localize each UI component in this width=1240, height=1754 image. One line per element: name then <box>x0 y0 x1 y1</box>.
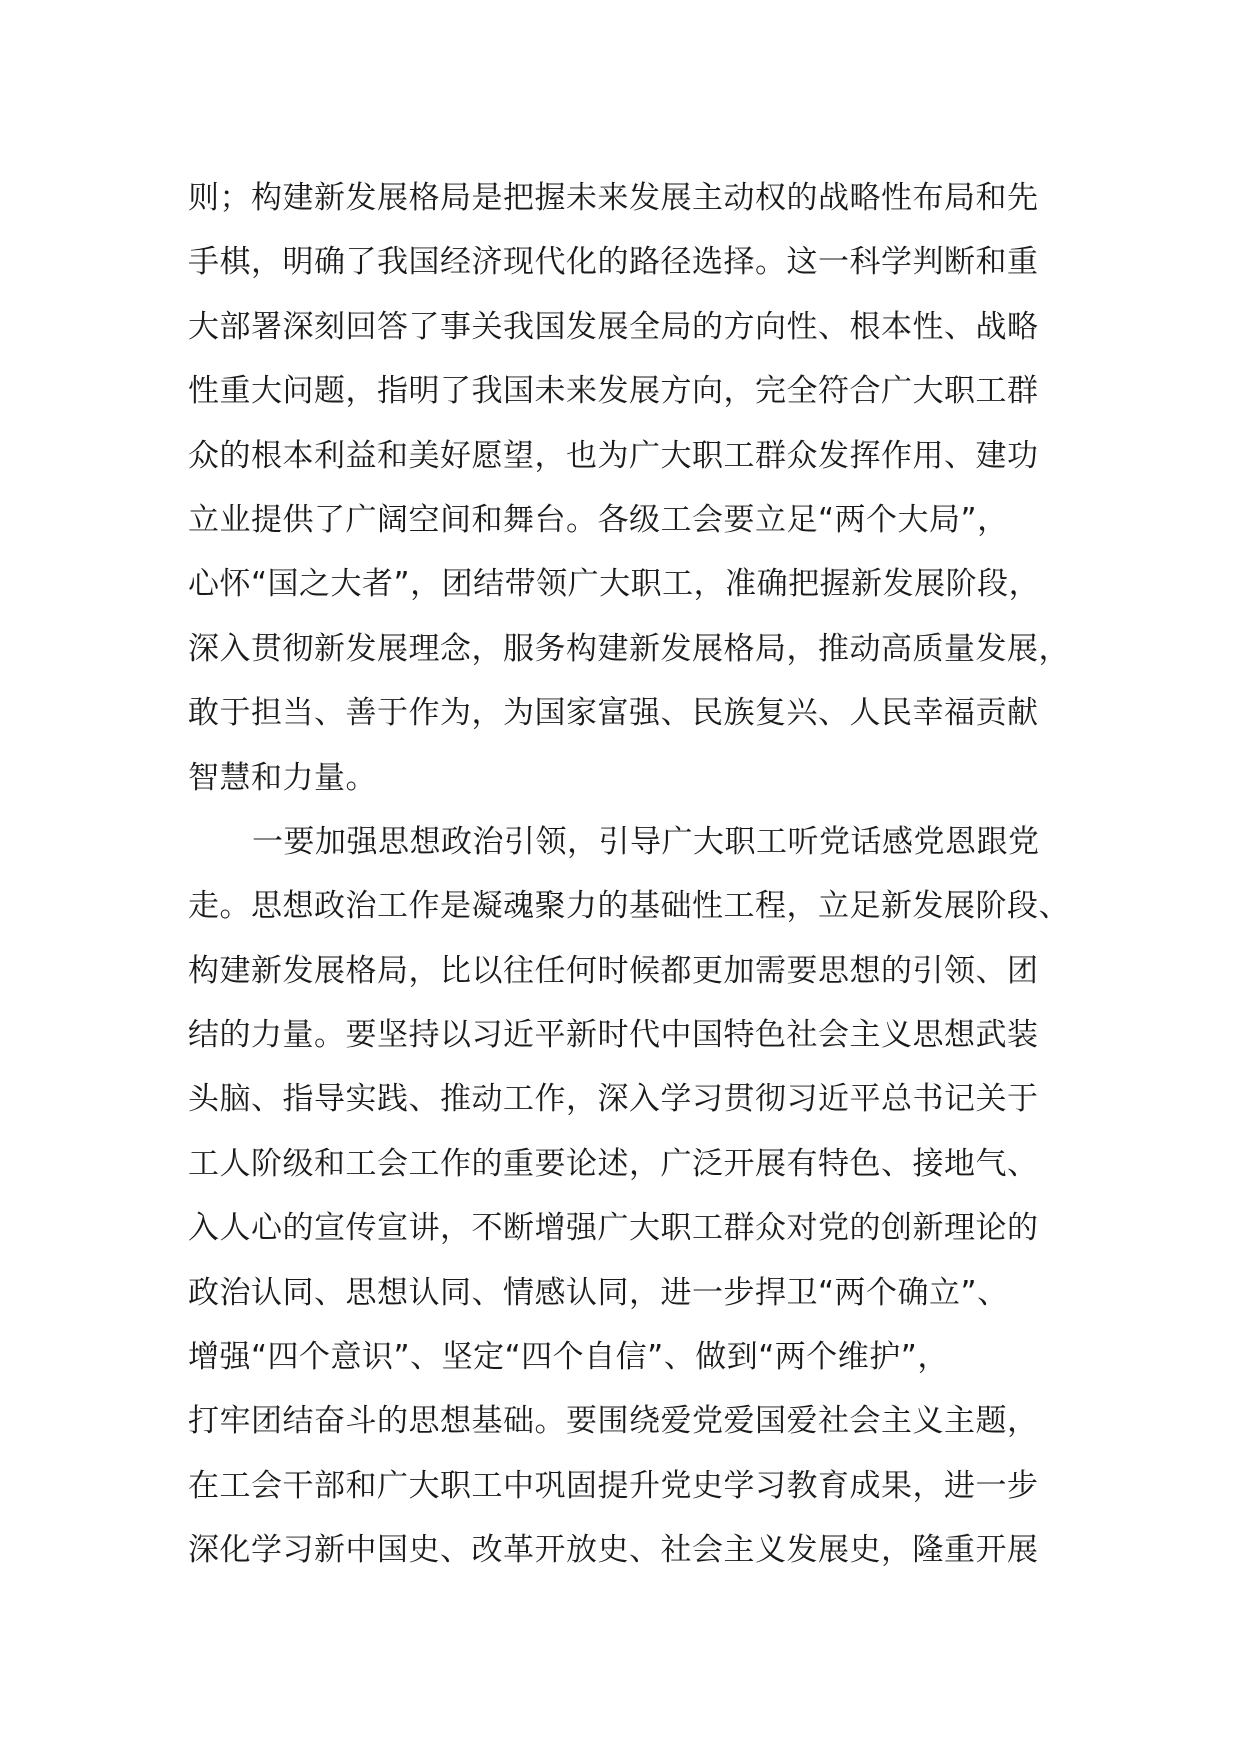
text-line: 手棋，明确了我国经济现代化的路径选择。这一科学判断和重 <box>188 244 1039 281</box>
text-line: 打牢团结奋斗的思想基础。要围绕爱党爱国爱社会主义主题， <box>188 1403 1039 1440</box>
text-line: 敢于担当、善于作为，为国家富强、民族复兴、人民幸福贡献 <box>188 695 1039 732</box>
paragraph-2 <box>188 810 1088 1583</box>
text-line: 深入贯彻新发展理念，服务构建新发展格局，推动高质量发展， <box>188 630 1070 667</box>
text-line: 走。思想政治工作是凝魂聚力的基础性工程，立足新发展阶段、 <box>188 888 1070 925</box>
text-line: 入人心的宣传宣讲，不断增强广大职工群众对党的创新理论的 <box>188 1210 1039 1247</box>
text-line: 头脑、指导实践、推动工作，深入学习贯彻习近平总书记关于 <box>188 1081 1039 1118</box>
text-line: 众的根本利益和美好愿望，也为广大职工群众发挥作用、建功 <box>188 437 1039 474</box>
text-line: 构建新发展格局，比以往任何时候都更加需要思想的引领、团 <box>188 952 1039 989</box>
text-line: 工人阶级和工会工作的重要论述，广泛开展有特色、接地气、 <box>188 1145 1039 1182</box>
text-line: 深化学习新中国史、改革开放史、社会主义发展史，隆重开展 <box>188 1532 1039 1569</box>
text-line: 心怀“国之大者”，团结带领广大职工，准确把握新发展阶段， <box>188 566 1041 603</box>
paragraph-1 <box>188 166 1088 810</box>
text-line-indented: 一要加强思想政治引领，引导广大职工听党话感党恩跟党 <box>252 823 1040 860</box>
text-line: 则；构建新发展格局是把握未来发展主动权的战略性布局和先 <box>188 180 1039 216</box>
text-line: 立业提供了广阔空间和舞台。各级工会要立足“两个大局”， <box>188 501 1009 538</box>
text-line: 政治认同、思想认同、情感认同，进一步捍卫“两个确立”、 <box>188 1274 1009 1311</box>
text-line: 大部署深刻回答了事关我国发展全局的方向性、根本性、战略 <box>188 308 1039 345</box>
text-line: 结的力量。要坚持以习近平新时代中国特色社会主义思想武装 <box>188 1017 1039 1054</box>
text-line: 增强“四个意识”、坚定“四个自信”、做到“两个维护”， <box>188 1339 949 1376</box>
document-body <box>188 166 1088 1583</box>
text-line: 智慧和力量。 <box>188 759 377 796</box>
text-line: 性重大问题，指明了我国未来发展方向，完全符合广大职工群 <box>188 373 1039 410</box>
text-line: 在工会干部和广大职工中巩固提升党史学习教育成果，进一步 <box>188 1467 1039 1504</box>
